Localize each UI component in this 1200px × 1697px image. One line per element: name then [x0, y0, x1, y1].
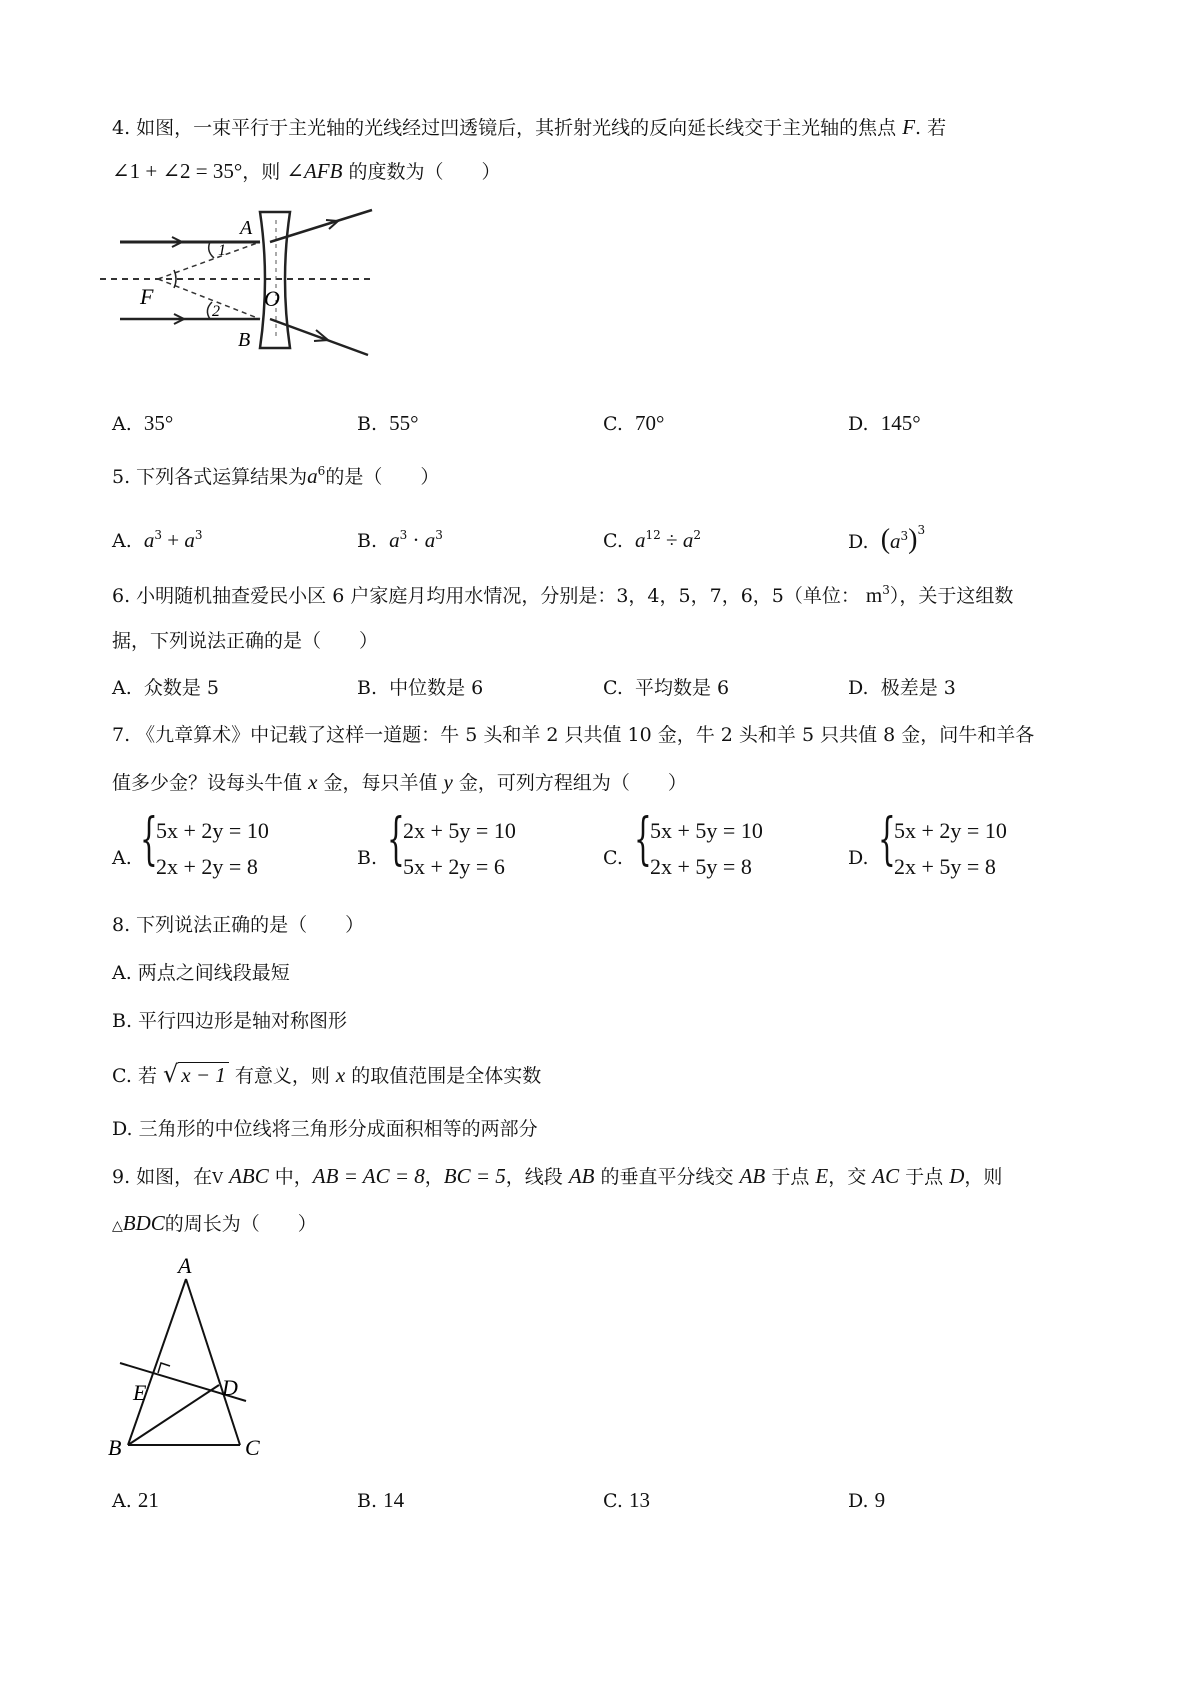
q9-option-b[interactable]: B. 14: [357, 1488, 405, 1512]
q9-stem-line2: △BDC的周长为（ ）: [112, 1211, 317, 1235]
q7-option-a-letter[interactable]: A.: [112, 847, 132, 869]
q6-stem-line1: 6. 小明随机抽查爱民小区 6 户家庭月均用水情况，分别是：3，4，5，7，6，5（单位： $m^3$），关于这组数: [112, 583, 1014, 607]
q4-label-1: 1: [218, 242, 226, 259]
q4-label-b: B: [238, 329, 251, 351]
q4-label-f: F: [140, 284, 154, 309]
q4-stem-line2: ∠1 + ∠2 = 35°，则 ∠AFB 的度数为（ ）: [112, 159, 501, 183]
q9-label-a: A: [178, 1253, 192, 1278]
q6-option-c[interactable]: C. 平均数是 6: [603, 677, 730, 699]
q4-angle-afb: ∠AFB: [286, 159, 343, 183]
q8-option-b[interactable]: B. 平行四边形是轴对称图形: [112, 1010, 348, 1032]
q4-option-b[interactable]: B. 55°: [357, 411, 419, 435]
q5-option-c[interactable]: C. $a^{12} \div a^2$: [603, 528, 701, 552]
q4-lens-figure: [100, 200, 400, 380]
q9-option-a[interactable]: A. 21: [112, 1488, 159, 1512]
q4-label-a: A: [240, 217, 253, 239]
q6-option-d[interactable]: D. 极差是 3: [848, 677, 956, 699]
q4-angle-expression: ∠1 + ∠2 = 35°: [112, 159, 243, 183]
q5-option-a[interactable]: A. $a^3 + a^3$: [112, 528, 203, 552]
q6-stem-line2: 据，下列说法正确的是（ ）: [112, 630, 379, 652]
q4-option-d[interactable]: D. 145°: [848, 411, 921, 435]
q9-label-c: C: [245, 1435, 260, 1460]
q7-option-d-letter[interactable]: D.: [848, 847, 869, 869]
q8-option-d[interactable]: D. 三角形的中位线将三角形分成面积相等的两部分: [112, 1118, 538, 1140]
q9-label-e: E: [133, 1380, 147, 1405]
q5-option-b[interactable]: B. $a^3 \cdot a^3$: [357, 528, 443, 552]
q5-option-d[interactable]: D. $(a^3)^3$: [848, 523, 926, 555]
q6-option-a[interactable]: A. 众数是 5: [112, 677, 219, 699]
q8-stem: 8. 下列说法正确的是（ ）: [112, 914, 365, 936]
q9-triangle-figure: [100, 1255, 280, 1470]
q7-stem-line2: 值多少金？设每头牛值 x 金，每只羊值 y 金，可列方程组为（ ）: [112, 770, 687, 794]
q8-radicand: x − 1: [178, 1062, 229, 1087]
q9-label-b: B: [108, 1435, 122, 1460]
q9-option-d[interactable]: D. 9: [848, 1488, 886, 1512]
q9-option-c[interactable]: C. 13: [603, 1488, 650, 1512]
q7-stem-line1: 7. 《九章算术》中记载了这样一道题：牛 5 头和羊 2 只共值 10 金，牛 2 头和羊 5 只共值 8 金，问牛和羊各: [112, 724, 1035, 746]
q8-option-a[interactable]: A. 两点之间线段最短: [112, 962, 290, 984]
q5-stem: 5. 下列各式运算结果为$a^6$的是（ ）: [112, 464, 440, 488]
q4-option-c[interactable]: C. 70°: [603, 411, 665, 435]
q7-option-c-letter[interactable]: C.: [603, 847, 623, 869]
q6-option-b[interactable]: B. 中位数是 6: [357, 677, 484, 699]
q4-option-a[interactable]: A. 35°: [112, 411, 174, 435]
q9-stem-line1: 9. 如图，在V ABC 中，AB = AC = 8，BC = 5，线段 AB 的垂直平分线交 AB 于点 E，交 AC 于点 D，则: [112, 1164, 1003, 1188]
q4-label-o: O: [264, 286, 280, 311]
q9-label-d: D: [222, 1375, 238, 1400]
q4-stem-line1: 4. 如图，一束平行于主光轴的光线经过凹透镜后，其折射光线的反向延长线交于主光轴的焦点 F. 若: [112, 115, 947, 139]
q4-label-2: 2: [212, 303, 220, 320]
q7-option-b-letter[interactable]: B.: [357, 847, 378, 869]
q8-option-c[interactable]: C. 若 √ x − 1 有意义，则 x 的取值范围是全体实数: [112, 1060, 542, 1088]
